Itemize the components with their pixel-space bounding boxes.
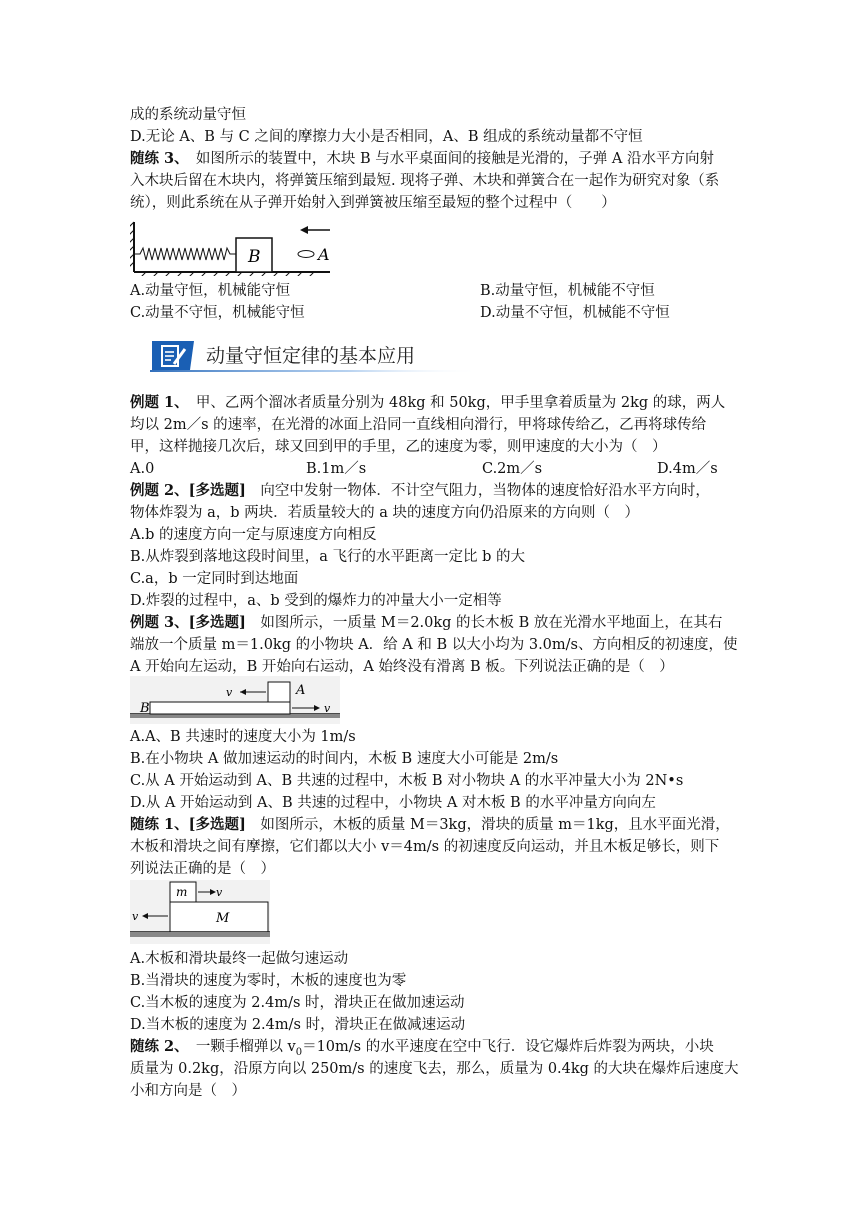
question-label: 例题 3、[多选题] bbox=[130, 614, 246, 631]
question-label: 随练 3、 bbox=[130, 150, 182, 167]
question-text: 如图所示，一质量 M＝2.0kg 的长木板 B 放在光滑水平地面上，在其右 bbox=[245, 615, 723, 631]
subscript: 0 bbox=[295, 1046, 303, 1058]
board-b-label: B bbox=[140, 701, 150, 716]
question-label: 例题 2、[多选题] bbox=[130, 482, 246, 499]
edit-note-icon bbox=[154, 340, 194, 372]
section-banner bbox=[150, 338, 750, 374]
question-line bbox=[130, 480, 710, 502]
option-b: B.动量守恒，机械能不守恒 bbox=[480, 283, 655, 299]
text-line: 木板和滑块之间有摩擦，它们都以大小 v＝4m/s 的初速度反向运动，并且木板足够长，则下 bbox=[130, 839, 720, 855]
text-line: 入木块后留在木块内，将弹簧压缩到最短. 现将子弹、木块和弹簧合在一起作为研究对象（系 bbox=[130, 173, 720, 189]
question-text: 一颗手榴弹以 v bbox=[181, 1039, 296, 1055]
text-line: D.无论 A、B 与 C 之间的摩擦力大小是否相同，A、B 组成的系统动量都不守恒 bbox=[130, 129, 643, 145]
block-a-label: A bbox=[296, 683, 306, 698]
ground-hatch bbox=[130, 714, 340, 718]
text-line: 均以 2m／s 的速率，在光滑的冰面上沿同一直线相向滑行，甲将球传给乙，乙再将球传给 bbox=[130, 417, 707, 433]
question-text: 甲、乙两个溜冰者质量分别为 48kg 和 50kg，甲手里拿着质量为 2kg 的球，两人 bbox=[181, 395, 726, 411]
question-line bbox=[130, 148, 714, 170]
bullet-a bbox=[298, 251, 314, 258]
text-line: 统），则此系统在从子弹开始射入到弹簧被压缩至最短的整个过程中（ ） bbox=[130, 195, 616, 211]
option-c: C.当木板的速度为 2.4m/s 时，滑块正在做加速运动 bbox=[130, 995, 465, 1011]
question-line bbox=[130, 814, 730, 836]
option-c: C.动量不守恒，机械能守恒 bbox=[130, 305, 305, 321]
option-c: C.2m／s bbox=[482, 461, 543, 477]
option-c: C.a，b 一定同时到达地面 bbox=[130, 571, 299, 587]
board-b bbox=[150, 702, 290, 714]
option-b: B.当滑块的速度为零时，木板的速度也为零 bbox=[130, 973, 407, 989]
option-d: D.动量不守恒，机械能不守恒 bbox=[480, 305, 670, 321]
option-a: A.木板和滑块最终一起做匀速运动 bbox=[130, 951, 349, 967]
question-text: 如图所示的装置中，木块 B 与水平桌面间的接触是光滑的，子弹 A 沿水平方向射 bbox=[181, 151, 714, 167]
question-text: 如图所示，木板的质量 M＝3kg，滑块的质量 m＝1kg，且水平面光滑， bbox=[245, 817, 730, 833]
block-b-label: B bbox=[248, 247, 261, 267]
velocity-label-board: v bbox=[132, 910, 139, 923]
spring-shape bbox=[134, 248, 236, 260]
text-line: 甲，这样抛接几次后，球又回到甲的手里，乙的速度为零，则甲速度的大小为（ ） bbox=[130, 439, 667, 455]
option-b: B.1m／s bbox=[306, 461, 367, 477]
text-line: 端放一个质量 m＝1.0kg 的小物块 A．给 A 和 B 以大小均为 3.0m/s、方向相反的初速度，使 bbox=[130, 637, 738, 653]
board-block-figure bbox=[130, 676, 340, 724]
text-line: 质量为 0.2kg，沿原方向以 250m/s 的速度飞去，那么，质量为 0.4kg 的大块在爆炸后速度大 bbox=[130, 1061, 739, 1077]
question-line bbox=[130, 612, 722, 634]
question-label: 随练 1、[多选题] bbox=[130, 816, 246, 833]
question-label: 随练 2、 bbox=[130, 1038, 182, 1055]
option-d: D.4m／s bbox=[657, 461, 718, 477]
bullet-a-label: A bbox=[318, 245, 330, 264]
ground-hatch bbox=[130, 932, 270, 937]
question-label: 例题 1、 bbox=[130, 394, 182, 411]
text-line: 成的系统动量守恒 bbox=[130, 107, 246, 123]
slider-m-label: m bbox=[176, 885, 188, 899]
spring-block-figure bbox=[130, 216, 350, 276]
text-line: 列说法正确的是（ ） bbox=[130, 861, 275, 877]
velocity-label-a: v bbox=[226, 686, 233, 699]
option-d: D.当木板的速度为 2.4m/s 时，滑块正在做减速运动 bbox=[130, 1017, 466, 1033]
arrow-head bbox=[300, 226, 308, 234]
text-line: 物体炸裂为 a，b 两块．若质量较大的 a 块的速度方向仍沿原来的方向则（ ） bbox=[130, 505, 640, 521]
board-slider-figure bbox=[130, 880, 270, 944]
velocity-label-b: v bbox=[324, 702, 331, 715]
option-d: D.炸裂的过程中，a、b 受到的爆炸力的冲量大小一定相等 bbox=[130, 593, 502, 609]
question-text: ＝10m/s 的水平速度在空中飞行．设它爆炸后炸裂为两块，小块 bbox=[302, 1039, 714, 1055]
option-b: B.从炸裂到落地这段时间里，a 飞行的水平距离一定比 b 的大 bbox=[130, 549, 526, 565]
option-a: A.A、B 共速时的速度大小为 1m/s bbox=[130, 729, 356, 745]
text-line: A 开始向左运动，B 开始向右运动，A 始终没有滑离 B 板。下列说法正确的是（ ） bbox=[130, 659, 674, 675]
board-m-label: M bbox=[216, 911, 230, 926]
option-d: D.从 A 开始运动到 A、B 共速的过程中，小物块 A 对木板 B 的水平冲量方向向左 bbox=[130, 795, 656, 811]
text-line: 小和方向是（ ） bbox=[130, 1083, 246, 1099]
option-b: B.在小物块 A 做加速运动的时间内，木板 B 速度大小可能是 2m/s bbox=[130, 751, 559, 767]
option-a: A.动量守恒，机械能守恒 bbox=[130, 283, 291, 299]
option-a: A.0 bbox=[130, 461, 155, 477]
block-a bbox=[268, 682, 290, 702]
banner-underline bbox=[150, 370, 480, 372]
option-a: A.b 的速度方向一定与原速度方向相反 bbox=[130, 527, 377, 543]
section-title: 动量守恒定律的基本应用 bbox=[206, 345, 416, 367]
velocity-label-m: v bbox=[216, 886, 223, 899]
question-line bbox=[130, 392, 725, 414]
question-text: 向空中发射一物体．不计空气阻力，当物体的速度恰好沿水平方向时， bbox=[245, 483, 710, 499]
option-c: C.从 A 开始运动到 A、B 共速的过程中，木板 B 对小物块 A 的水平冲量大小为 2N•s bbox=[130, 773, 684, 789]
